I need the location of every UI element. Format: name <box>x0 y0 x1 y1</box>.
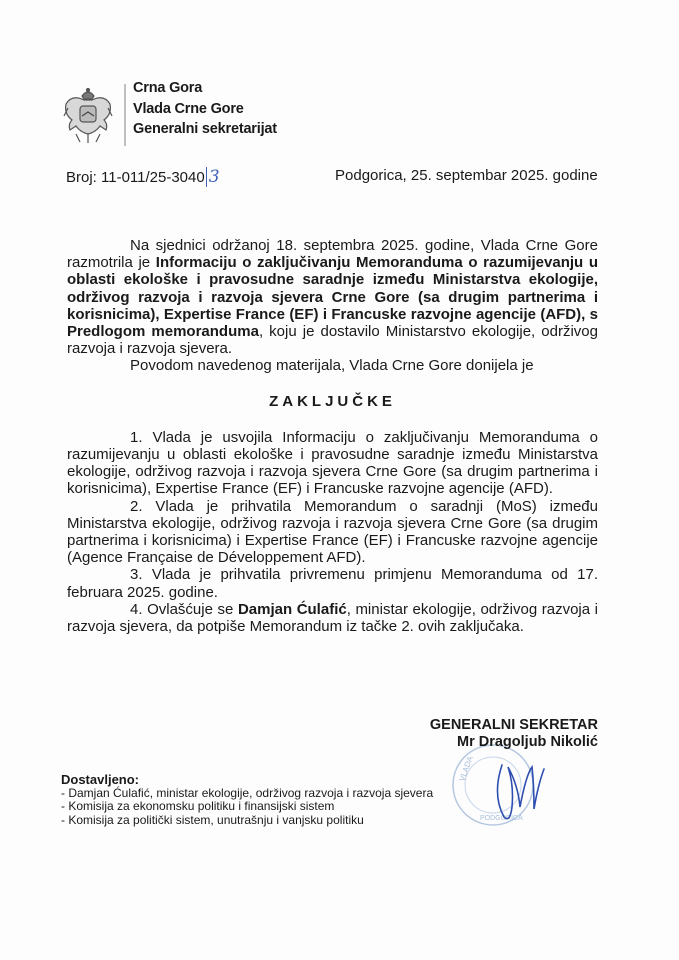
letterhead-government: Vlada Crne Gore <box>133 100 244 117</box>
document-number <box>66 167 220 187</box>
distribution-item: - Damjan Ćulafić, ministar ekologije, održivog razvoja i razvoja sjevera <box>61 785 434 800</box>
letterhead-secretariat: Generalni sekretarijat <box>133 121 277 137</box>
distribution-title: Dostavljeno: <box>61 772 140 787</box>
intro-bold-subject: Informaciju o zaključivanju Memoranduma o razumijevanju u oblasti ekološke i pravosudne saradnje između Ministarstva ekologije, održivog razvoja i razvoja sjevera Crne Gore (sa drugim partnerima i korisnicima), Expertise France (EF) i Francuske razvojne agencije (AFD), s Predlogom memoranduma <box>67 254 598 341</box>
intro-text-a: Na sjednici održanoj 18. septembra 2025. godine, Vlada Crne Gore razmotrila je <box>67 237 598 272</box>
conclusion-item-3: 3. Vlada je prihvatila privremenu primjenu Memoranduma od 17. februara 2025. godine. <box>67 566 598 601</box>
conclusion-item-2: 2. Vlada je prihvatila Memorandum o saradnji (MoS) između Ministarstva ekologije, održivog razvoja i razvoja sjevera Crne Gore (sa drugim partnerima i korisnicima) i Expertise France (EF) i Francuske razvojne agencije (Agence Française de Développement AFD). <box>67 497 598 567</box>
conclusion-4-prefix: 4. Ovlašćuje se <box>130 600 238 618</box>
document-body <box>67 237 598 635</box>
signatory-name: Mr Dragoljub Nikolić <box>457 734 598 750</box>
document-number-text: Broj: 11-011/25-3040 <box>66 169 205 186</box>
header-divider <box>124 84 126 146</box>
conclusions-list <box>67 429 598 635</box>
svg-text:PODGORICA: PODGORICA <box>480 815 523 822</box>
intro-text-b: , koju je dostavilo Ministarstvo ekologije, održivog razvoja i razvoja sjevera. <box>67 323 598 358</box>
conclusion-item-4 <box>67 601 598 635</box>
conclusion-item-1: 1. Vlada je usvojila Informaciju o zaključivanju Memoranduma o razumijevanju u oblasti ekološke i pravosudne saradnje između Ministarstva ekologije, održivog razvoja i razvoja sjevera Crne Gore (sa drugim partnerima i korisnicima), Expertise France (EF) i Francuske razvojne agencije (AFD). <box>67 428 598 498</box>
conclusions-heading: ZAKLJUČKE <box>269 392 396 410</box>
intro-paragraph-2: Povodom navedenog materijala, Vlada Crne Gore donijela je <box>130 357 534 375</box>
signatory-title: GENERALNI SEKRETAR <box>429 717 598 733</box>
svg-text:VLADA: VLADA <box>457 754 475 783</box>
conclusion-4-minister-name: Damjan Ćulafić <box>237 600 347 618</box>
signature-block <box>398 717 598 751</box>
letterhead-country: Crna Gora <box>133 80 203 96</box>
place-date: Podgorica, 25. septembar 2025. godine <box>335 167 598 184</box>
montenegro-coat-of-arms-icon <box>62 86 114 144</box>
letterhead <box>133 78 277 140</box>
conclusion-4-suffix: , ministar ekologije, održivog razvoja i razvoja sjevera, da potpiše Memorandum iz tačke 2. ovih zaključaka. <box>67 600 598 636</box>
intro-paragraph <box>67 237 598 357</box>
distribution-item: - Komisija za ekonomsku politiku i finansijski sistem <box>61 799 335 813</box>
distribution-item: - Komisija za politički sistem, unutrašnju i vanjsku politiku <box>61 812 364 827</box>
handwritten-suffix: 3 <box>206 167 220 187</box>
handwritten-signature-icon <box>488 755 548 825</box>
distribution-list <box>61 773 433 827</box>
